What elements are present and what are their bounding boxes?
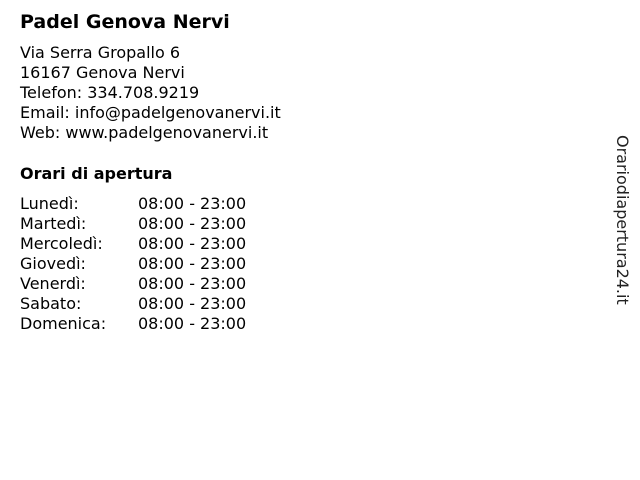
hours-row — [20, 254, 246, 274]
address-street: Via Serra Gropallo 6 — [20, 43, 181, 62]
day-label: Giovedì: — [20, 254, 86, 273]
day-label: Mercoledì: — [20, 234, 103, 253]
time-range: 08:00 - 23:00 — [138, 234, 247, 253]
time-range: 08:00 - 23:00 — [138, 254, 247, 273]
time-range: 08:00 - 23:00 — [138, 274, 247, 293]
hours-row — [20, 194, 246, 214]
opening-hours-table — [20, 194, 246, 334]
time-range: 08:00 - 23:00 — [138, 214, 247, 233]
day-label: Venerdì: — [20, 274, 86, 293]
hours-row — [20, 314, 246, 334]
hours-row — [20, 274, 246, 294]
email-line: Email: info@padelgenovanervi.it — [20, 103, 281, 122]
business-card — [20, 10, 580, 334]
time-range: 08:00 - 23:00 — [138, 194, 247, 213]
business-name: Padel Genova Nervi — [20, 11, 230, 33]
day-label: Sabato: — [20, 294, 82, 313]
time-range: 08:00 - 23:00 — [138, 314, 247, 333]
time-range: 08:00 - 23:00 — [138, 294, 247, 313]
phone-line: Telefon: 334.708.9219 — [20, 83, 200, 102]
day-label: Lunedì: — [20, 194, 79, 213]
hours-row — [20, 294, 246, 314]
hours-row — [20, 234, 246, 254]
web-line: Web: www.padelgenovanervi.it — [20, 123, 269, 142]
hours-heading: Orari di apertura — [20, 164, 173, 183]
day-label: Domenica: — [20, 314, 107, 333]
site-watermark: Orariodiapertura24.it — [613, 135, 632, 305]
day-label: Martedì: — [20, 214, 87, 233]
hours-row — [20, 214, 246, 234]
address-city: 16167 Genova Nervi — [20, 63, 185, 82]
